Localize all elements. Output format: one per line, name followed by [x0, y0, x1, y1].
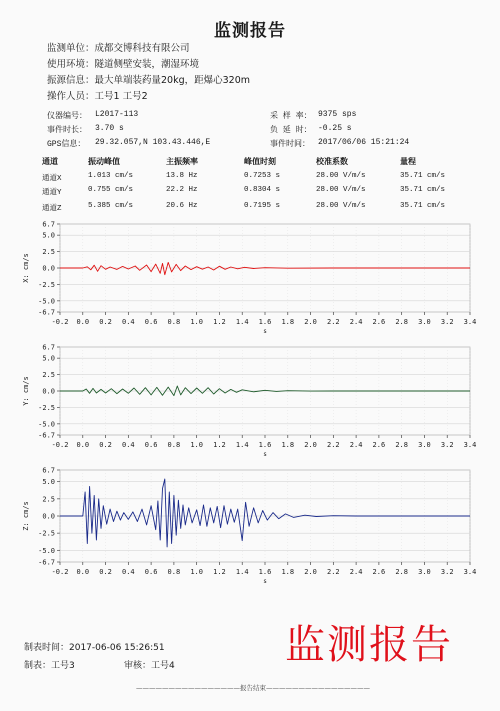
x-tick-label: 2.8 [395, 318, 408, 326]
y-tick-label: 5.0 [42, 231, 55, 240]
x-tick-label: 2.4 [349, 441, 363, 449]
x-tick-label: 1.2 [213, 318, 226, 326]
maker: 制表：工号3 [24, 661, 75, 671]
event-time-value: 2017/06/06 15:21:24 [318, 138, 410, 147]
report-title: 监测报告 [214, 21, 286, 41]
y-tick-label: 5.0 [42, 354, 55, 363]
y-tick-label: -6.7 [38, 431, 55, 440]
table-cell: 5.385 cm/s [88, 202, 134, 210]
table-cell: 0.8304 s [244, 186, 281, 194]
table-cell: 28.00 V/m/s [316, 172, 366, 180]
y-axis-label: Z: cm/s [22, 501, 30, 531]
y-tick-label: 0.0 [42, 264, 55, 273]
x-tick-label: 2.0 [304, 568, 317, 576]
x-tick-label: 3.4 [463, 318, 477, 326]
x-tick-label: 3.4 [463, 441, 477, 449]
x-tick-label: 1.0 [190, 568, 203, 576]
y-tick-label: 0.0 [42, 387, 55, 396]
x-tick-label: 0.2 [99, 568, 112, 576]
y-tick-label: 2.5 [42, 248, 55, 257]
x-tick-label: 3.2 [440, 568, 454, 576]
y-axis-label: Y: cm/s [22, 376, 30, 406]
y-velocity-chart [0, 341, 500, 462]
x-tick-label: 2.2 [327, 568, 340, 576]
operators: 操作人员：工号1 工号2 [47, 91, 148, 102]
y-tick-label: -5.0 [38, 420, 55, 429]
x-tick-label: 2.2 [327, 318, 340, 326]
y-tick-label: -5.0 [38, 297, 55, 306]
x-tick-label: 0.6 [144, 441, 158, 449]
x-tick-label: 2.6 [372, 441, 386, 449]
x-tick-label: 1.8 [281, 441, 295, 449]
x-tick-label: 1.6 [258, 568, 272, 576]
gps-label: GPS信息： [47, 140, 86, 149]
table-cell: 35.71 cm/s [400, 186, 446, 194]
negative-delay-value: -0.25 s [318, 124, 352, 133]
y-tick-label: -6.7 [38, 558, 55, 567]
x-tick-label: 0.8 [167, 441, 181, 449]
x-tick-label: -0.2 [51, 441, 69, 449]
table-header-calibration: 校准系数 [316, 157, 348, 166]
x-tick-label: 3.0 [418, 568, 431, 576]
x-axis-label: s [263, 578, 267, 585]
device-id-label: 仪器编号： [47, 112, 87, 121]
x-tick-label: 1.8 [281, 568, 295, 576]
x-tick-label: 0.6 [144, 318, 158, 326]
event-time-label: 事件时间： [270, 140, 310, 149]
sample-rate-label: 采 样 率： [270, 112, 312, 121]
x-tick-label: 0.0 [76, 318, 90, 326]
table-cell: 通道Y [42, 189, 62, 197]
x-tick-label: 0.4 [122, 441, 135, 449]
report-end-line: ————————————————报告结束———————————————— [136, 684, 370, 692]
x-tick-label: 2.6 [372, 568, 386, 576]
x-tick-label: 3.0 [418, 441, 431, 449]
negative-delay-label: 负 延 时： [270, 126, 312, 135]
x-tick-label: -0.2 [51, 318, 69, 326]
table-cell: 28.00 V/m/s [316, 202, 366, 210]
table-cell: 通道X [42, 175, 62, 183]
x-tick-label: 3.2 [440, 441, 454, 449]
y-tick-label: -2.5 [38, 280, 55, 289]
x-tick-label: 2.4 [349, 318, 363, 326]
table-header-peak: 振动峰值 [88, 157, 120, 166]
x-tick-label: 1.0 [190, 318, 203, 326]
x-tick-label: 1.6 [258, 441, 272, 449]
x-tick-label: 0.2 [99, 441, 112, 449]
x-tick-label: 2.4 [349, 568, 363, 576]
x-axis-label: s [263, 451, 267, 458]
table-header-range: 量程 [400, 157, 416, 166]
x-velocity-chart [0, 218, 500, 340]
y-tick-label: -2.5 [38, 529, 55, 538]
table-cell: 1.013 cm/s [88, 172, 134, 180]
table-cell: 20.6 Hz [166, 202, 198, 210]
y-tick-label: -6.7 [38, 308, 55, 317]
table-header-frequency: 主振频率 [166, 157, 198, 166]
table-header-peak-time: 峰值时刻 [244, 157, 276, 166]
table-header-channel: 通道 [42, 157, 58, 166]
reviewer: 审核：工号4 [124, 661, 175, 671]
x-tick-label: 1.0 [190, 441, 203, 449]
x-tick-label: -0.2 [51, 568, 69, 576]
table-cell: 22.2 Hz [166, 186, 198, 194]
x-tick-label: 0.4 [122, 318, 135, 326]
x-tick-label: 0.0 [76, 568, 90, 576]
y-tick-label: 2.5 [42, 371, 55, 380]
table-cell: 35.71 cm/s [400, 202, 446, 210]
x-tick-label: 3.0 [418, 318, 431, 326]
x-tick-label: 1.6 [258, 318, 272, 326]
x-tick-label: 1.2 [213, 441, 226, 449]
y-tick-label: 0.0 [42, 512, 55, 521]
x-tick-label: 2.8 [395, 441, 408, 449]
table-cell: 0.7195 s [244, 202, 281, 210]
table-cell: 35.71 cm/s [400, 172, 446, 180]
monitoring-unit: 监测单位：成都交博科技有限公司 [47, 43, 190, 54]
x-tick-label: 2.0 [304, 318, 317, 326]
y-tick-label: 6.7 [42, 343, 55, 352]
x-tick-label: 3.2 [440, 318, 454, 326]
x-tick-label: 2.6 [372, 318, 386, 326]
made-time: 制表时间：2017-06-06 15:26:51 [24, 643, 165, 653]
x-axis-label: s [263, 328, 267, 335]
x-tick-label: 0.8 [167, 568, 181, 576]
vibration-source-info: 振源信息：最大单端装药量20kg，距爆心320m [47, 75, 251, 86]
y-tick-label: -5.0 [38, 546, 55, 555]
table-cell: 28.00 V/m/s [316, 186, 366, 194]
z-velocity-chart [0, 464, 500, 588]
x-tick-label: 1.4 [235, 318, 249, 326]
y-tick-label: 6.7 [42, 466, 55, 475]
x-tick-label: 0.8 [167, 318, 181, 326]
x-tick-label: 0.6 [144, 568, 158, 576]
device-id-value: L2017-113 [95, 110, 139, 119]
x-tick-label: 0.2 [99, 318, 112, 326]
x-tick-label: 2.8 [395, 568, 408, 576]
table-cell: 0.7253 s [244, 172, 281, 180]
y-axis-label: X: cm/s [22, 253, 30, 283]
gps-value: 29.32.057,N 103.43.446,E [95, 138, 211, 147]
x-tick-label: 1.4 [235, 441, 249, 449]
x-tick-label: 2.2 [327, 441, 340, 449]
table-cell: 13.8 Hz [166, 172, 198, 180]
x-tick-label: 3.4 [463, 568, 477, 576]
x-tick-label: 1.2 [213, 568, 226, 576]
sample-rate-value: 9375 sps [318, 110, 357, 119]
table-cell: 通道Z [42, 205, 62, 213]
x-tick-label: 1.8 [281, 318, 295, 326]
duration-value: 3.70 s [95, 124, 124, 133]
table-cell: 0.755 cm/s [88, 186, 134, 194]
x-tick-label: 2.0 [304, 441, 317, 449]
duration-label: 事件时长： [47, 126, 87, 135]
x-tick-label: 0.4 [122, 568, 135, 576]
usage-environment: 使用环境：隧道侧壁安装，潮湿环境 [47, 59, 200, 70]
y-tick-label: -2.5 [38, 403, 55, 412]
x-tick-label: 0.0 [76, 441, 90, 449]
y-tick-label: 6.7 [42, 220, 55, 229]
report-stamp-title: 监测报告 [285, 622, 453, 668]
y-tick-label: 2.5 [42, 495, 55, 504]
y-tick-label: 5.0 [42, 478, 55, 487]
x-tick-label: 1.4 [235, 568, 249, 576]
